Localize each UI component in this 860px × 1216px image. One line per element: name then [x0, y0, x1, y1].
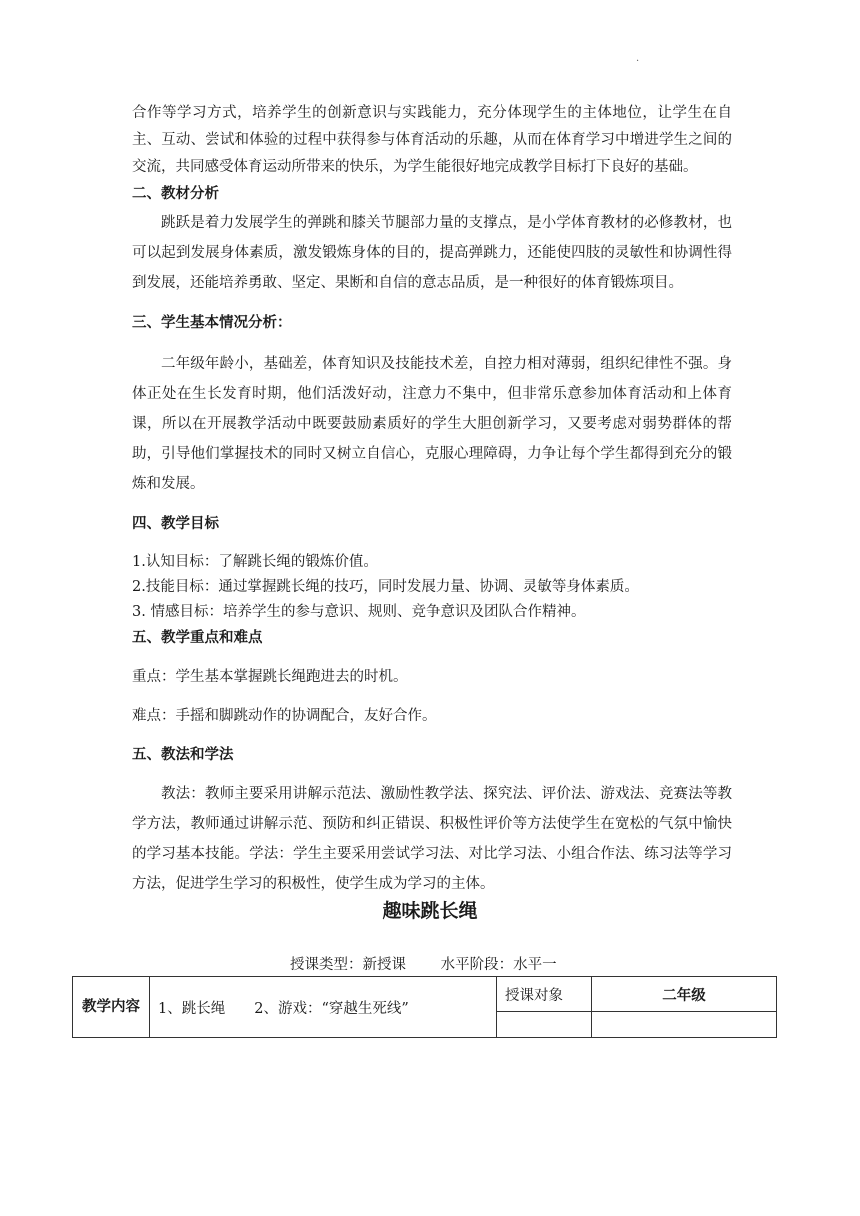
- content-value-cell: 1、跳长绳 2、游戏：“穿越生死线”: [150, 977, 497, 1038]
- lesson-level: 水平阶段：水平一: [440, 957, 557, 973]
- content-label-cell: 教学内容: [73, 977, 150, 1038]
- target-label-cell: 授课对象: [497, 977, 592, 1012]
- corner-mark: ·: [636, 56, 640, 67]
- section-heading-objectives: 四、教学目标: [132, 516, 219, 532]
- objective-item: 1.认知目标：了解跳长绳的锻炼价值。: [132, 554, 378, 570]
- section-heading-materials: 二、教材分析: [132, 186, 219, 202]
- lesson-title: 趣味跳长绳: [382, 900, 478, 922]
- lesson-info-table: [72, 976, 777, 1038]
- key-point: 重点：学生基本掌握跳长绳跑进去的时机。: [132, 669, 408, 685]
- methods-paragraph: 教法：教师主要采用讲解示范法、激励性教学法、探究法、评价法、游戏法、竞赛法等教学方法，教师通过讲解示范、预防和纠正错误、积极性评价等方法使学生在宽松的气氛中愉快的学习基本技能。学法：学生主要采用尝试学习法、对比学习法、小组合作法、练习法等学习方法，促进学生学习的积极性，使学生成为学习的主体。: [132, 786, 732, 892]
- lesson-type: 授课类型：新授课: [290, 957, 406, 973]
- section-heading-keypoints: 五、教学重点和难点: [132, 630, 263, 646]
- materials-paragraph: 跳跃是着力发展学生的弹跳和膝关节腿部力量的支撑点，是小学体育教材的必修教材，也可以起到发展身体素质，激发锻炼身体的目的，提高弹跳力，还能使四肢的灵敏性和协调性得到发展，还能培养勇敢、坚定、果断和自信的意志品质，是一种很好的体育锻炼项目。: [132, 215, 732, 291]
- intro-paragraph: 合作等学习方式，培养学生的创新意识与实践能力，充分体现学生的主体地位，让学生在自主、互动、尝试和体验的过程中获得参与体育活动的乐趣，从而在体育学习中增进学生之间的交流，共同感受体育运动所带来的快乐，为学生能很好地完成教学目标打下良好的基础。: [132, 105, 732, 175]
- document-body: [132, 100, 732, 899]
- section-heading-students: 三、学生基本情况分析：: [132, 315, 292, 331]
- difficulty-point: 难点：手摇和脚跳动作的协调配合，友好合作。: [132, 708, 437, 724]
- empty-cell: [497, 1012, 592, 1038]
- objective-item: 3. 情感目标：培养学生的参与意识、规则、竞争意识及团队合作精神。: [132, 604, 586, 620]
- section-heading-methods: 五、教法和学法: [132, 747, 234, 763]
- empty-cell: [592, 1012, 777, 1038]
- lesson-meta: [290, 954, 557, 976]
- students-paragraph: 二年级年龄小，基础差，体育知识及技能技术差，自控力相对薄弱，组织纪律性不强。身体正处在生长发育时期，他们活泼好动，注意力不集中，但非常乐意参加体育活动和上体育课，所以在开展教学活动中既要鼓励素质好的学生大胆创新学习，又要考虑对弱势群体的帮助，引导他们掌握技术的同时又树立自信心，克服心理障碍，力争让每个学生都得到充分的锻炼和发展。: [132, 356, 732, 492]
- objective-item: 2.技能目标：通过掌握跳长绳的技巧，同时发展力量、协调、灵敏等身体素质。: [132, 579, 639, 595]
- target-value-cell: 二年级: [592, 977, 777, 1012]
